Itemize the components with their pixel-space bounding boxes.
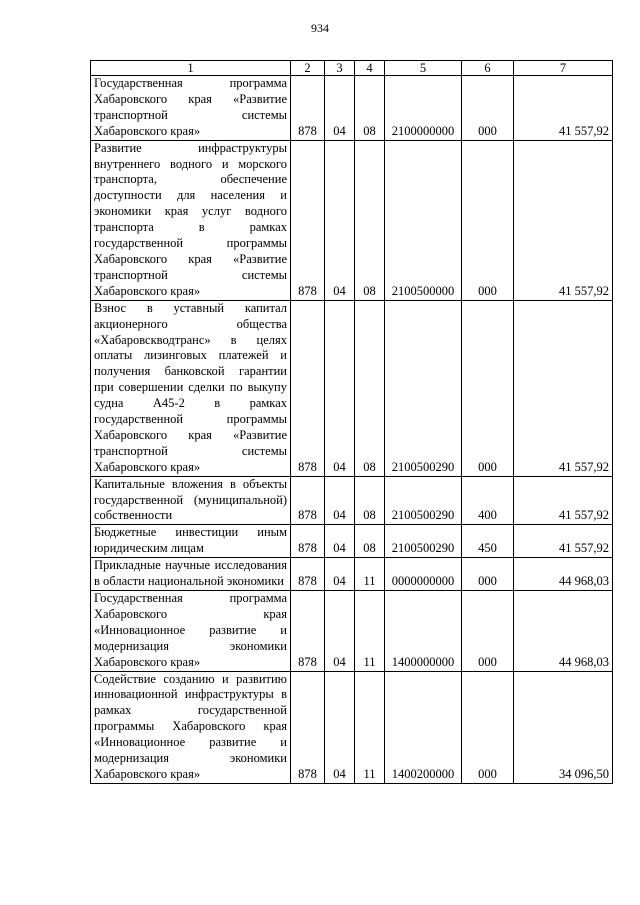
- row-subsection: 08: [355, 476, 385, 525]
- table-row: [91, 525, 613, 558]
- row-code-admin: 878: [291, 300, 325, 476]
- row-section: 04: [325, 76, 355, 141]
- row-target-article: 1400000000: [385, 591, 462, 672]
- column-header: 7: [514, 61, 613, 76]
- row-amount: 41 557,92: [514, 525, 613, 558]
- row-code-admin: 878: [291, 591, 325, 672]
- column-header: 6: [462, 61, 514, 76]
- row-section: 04: [325, 671, 355, 783]
- row-section: 04: [325, 140, 355, 300]
- row-expense-type: 000: [462, 591, 514, 672]
- table-row: [91, 300, 613, 476]
- row-name: Капитальные вложения в объекты государственной (муниципальной) собственности: [91, 476, 291, 525]
- row-name: Прикладные научные исследования в области национальной экономики: [91, 558, 291, 591]
- row-code-admin: 878: [291, 558, 325, 591]
- row-name: Государственная программа Хабаровского края «Развитие транспортной системы Хабаровского края»: [91, 76, 291, 141]
- row-target-article: 1400200000: [385, 671, 462, 783]
- table-row: [91, 76, 613, 141]
- row-code-admin: 878: [291, 671, 325, 783]
- row-amount: 44 968,03: [514, 591, 613, 672]
- row-subsection: 08: [355, 525, 385, 558]
- row-code-admin: 878: [291, 525, 325, 558]
- row-name: Взнос в уставный капитал акционерного общества «Хабаровскводтранс» в целях оплаты лизинговых платежей и получения банковской гарантии при совершении сделки по выкупу судна А45-2 в рамках государственной программы Хабаровского края «Развитие транспортной системы Хабаровского края»: [91, 300, 291, 476]
- header-row: [91, 61, 613, 76]
- table-row: [91, 140, 613, 300]
- row-amount: 44 968,03: [514, 558, 613, 591]
- row-name: Бюджетные инвестиции иным юридическим лицам: [91, 525, 291, 558]
- page-number: 934: [311, 21, 329, 35]
- row-target-article: 2100500000: [385, 140, 462, 300]
- row-target-article: 0000000000: [385, 558, 462, 591]
- row-section: 04: [325, 591, 355, 672]
- row-target-article: 2100500290: [385, 476, 462, 525]
- row-subsection: 08: [355, 140, 385, 300]
- row-expense-type: 000: [462, 300, 514, 476]
- row-amount: 34 096,50: [514, 671, 613, 783]
- row-expense-type: 000: [462, 76, 514, 141]
- row-section: 04: [325, 525, 355, 558]
- row-name: Содействие созданию и развитию инновационной инфраструктуры в рамках государственной программы Хабаровского края «Инновационное развитие и модернизация экономики Хабаровского края»: [91, 671, 291, 783]
- row-name: Государственная программа Хабаровского края «Инновационное развитие и модернизация экономики Хабаровского края»: [91, 591, 291, 672]
- row-section: 04: [325, 558, 355, 591]
- row-subsection: 08: [355, 300, 385, 476]
- row-expense-type: 000: [462, 558, 514, 591]
- row-subsection: 11: [355, 591, 385, 672]
- row-expense-type: 000: [462, 140, 514, 300]
- row-name: Развитие инфраструктуры внутреннего водного и морского транспорта, обеспечение доступности для населения и экономики края услуг водного транспорта в рамках государственной программы Хабаровского края «Развитие транспортной системы Хабаровского края»: [91, 140, 291, 300]
- row-target-article: 2100500290: [385, 525, 462, 558]
- row-subsection: 08: [355, 76, 385, 141]
- row-subsection: 11: [355, 671, 385, 783]
- row-amount: 41 557,92: [514, 76, 613, 141]
- budget-table: [90, 60, 613, 784]
- row-expense-type: 000: [462, 671, 514, 783]
- column-header: 3: [325, 61, 355, 76]
- row-expense-type: 450: [462, 525, 514, 558]
- table-row: [91, 476, 613, 525]
- row-target-article: 2100500290: [385, 300, 462, 476]
- row-code-admin: 878: [291, 76, 325, 141]
- row-section: 04: [325, 300, 355, 476]
- row-code-admin: 878: [291, 476, 325, 525]
- column-header: 4: [355, 61, 385, 76]
- column-header: 2: [291, 61, 325, 76]
- row-expense-type: 400: [462, 476, 514, 525]
- row-target-article: 2100000000: [385, 76, 462, 141]
- row-subsection: 11: [355, 558, 385, 591]
- table-row: [91, 558, 613, 591]
- row-section: 04: [325, 476, 355, 525]
- table-row: [91, 591, 613, 672]
- row-amount: 41 557,92: [514, 140, 613, 300]
- column-header: 1: [91, 61, 291, 76]
- row-amount: 41 557,92: [514, 476, 613, 525]
- column-header: 5: [385, 61, 462, 76]
- table-row: [91, 671, 613, 783]
- row-code-admin: 878: [291, 140, 325, 300]
- row-amount: 41 557,92: [514, 300, 613, 476]
